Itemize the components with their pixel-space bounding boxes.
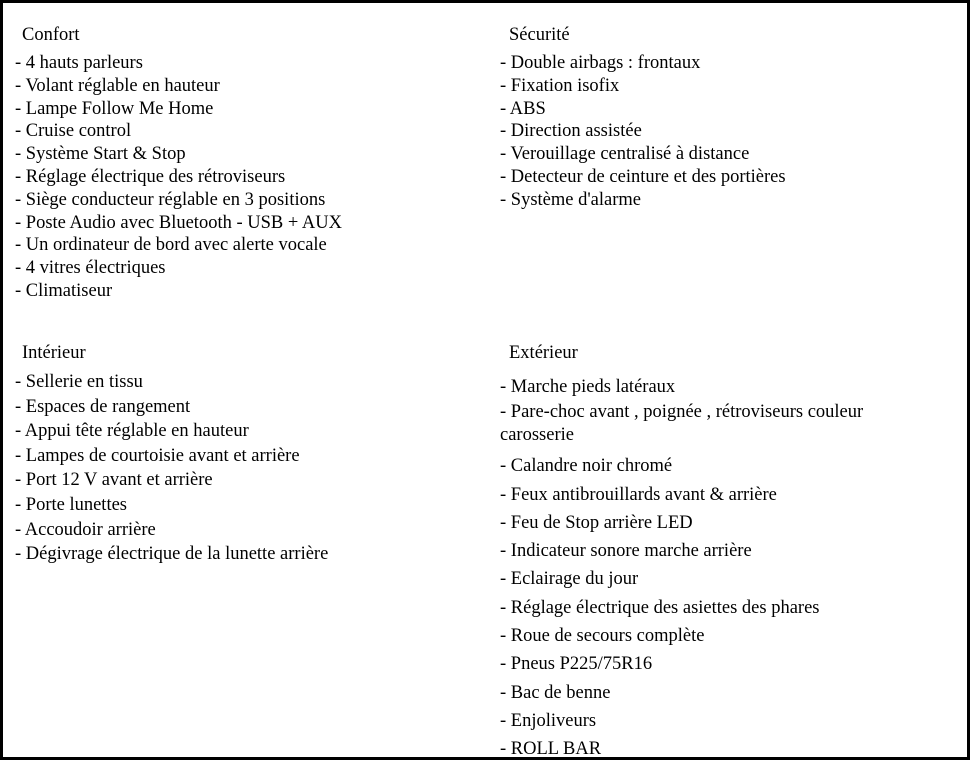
section-heading-securite: Sécurité — [509, 25, 570, 45]
section-heading-exterieur: Extérieur — [509, 343, 578, 363]
feature-list-confort — [15, 52, 475, 303]
list-item: - Double airbags : frontaux — [500, 53, 701, 73]
list-item: - Feux antibrouillards avant & arrière — [500, 484, 777, 505]
list-item: - Bac de benne — [500, 682, 611, 703]
feature-list-interieur — [15, 370, 475, 567]
list-item: - Eclairage du jour — [500, 569, 639, 590]
list-item: - Espaces de rangement — [15, 396, 191, 417]
list-item: - Réglage électrique des rétroviseurs — [15, 166, 286, 187]
list-item: - Volant réglable en hauteur — [15, 75, 220, 96]
list-item: - Accoudoir arrière — [15, 519, 156, 540]
section-securite — [500, 24, 960, 212]
list-item: - Porte lunettes — [15, 494, 128, 515]
list-item: - Verouillage centralisé à distance — [500, 144, 750, 165]
list-item: - Lampes de courtoisie avant et arrière — [15, 445, 300, 466]
list-item: - Pneus P225/75R16 — [500, 654, 653, 675]
list-item: - Cruise control — [15, 121, 132, 142]
list-item: - Sellerie en tissu — [15, 372, 143, 392]
list-item: - Poste Audio avec Bluetooth - USB + AUX — [15, 212, 342, 233]
list-item: - Système Start & Stop — [15, 144, 186, 165]
list-item: - Système d'alarme — [500, 189, 642, 210]
list-item: - Fixation isofix — [500, 75, 620, 96]
list-item: - 4 hauts parleurs — [15, 53, 143, 73]
list-item: - Feu de Stop arrière LED — [500, 512, 693, 533]
list-item: - Siège conducteur réglable en 3 positions — [15, 189, 326, 210]
section-heading-interieur: Intérieur — [22, 343, 86, 363]
list-item: - Detecteur de ceinture et des portières — [500, 166, 786, 187]
list-item: - Port 12 V avant et arrière — [15, 470, 213, 491]
section-heading-confort: Confort — [22, 25, 80, 45]
list-item: - Pare-choc avant , poignée , rétroviseurs couleur carosserie — [500, 402, 864, 446]
list-item: - Indicateur sonore marche arrière — [500, 541, 752, 562]
list-item: - ABS — [500, 98, 546, 119]
list-item: - ROLL BAR — [500, 739, 602, 760]
list-item: - Calandre noir chromé — [500, 456, 673, 477]
feature-list-securite — [500, 52, 960, 212]
section-interieur — [15, 342, 475, 567]
list-item: - Lampe Follow Me Home — [15, 98, 214, 119]
list-item: - Enjoliveurs — [500, 710, 597, 731]
list-item: - Marche pieds latéraux — [500, 377, 676, 397]
list-item: - Réglage électrique des asiettes des phares — [500, 597, 820, 618]
list-item: - Roue de secours complète — [500, 626, 705, 647]
list-item: - Climatiseur — [15, 280, 113, 301]
list-item: - Dégivrage électrique de la lunette arrière — [15, 544, 329, 565]
section-exterieur — [500, 342, 940, 764]
list-item: - Direction assistée — [500, 121, 642, 142]
feature-list-exterieur — [500, 373, 940, 764]
list-item: - 4 vitres électriques — [15, 258, 166, 279]
list-item: - Un ordinateur de bord avec alerte vocale — [15, 235, 327, 256]
section-confort — [15, 24, 475, 303]
list-item: - Appui tête réglable en hauteur — [15, 421, 249, 442]
